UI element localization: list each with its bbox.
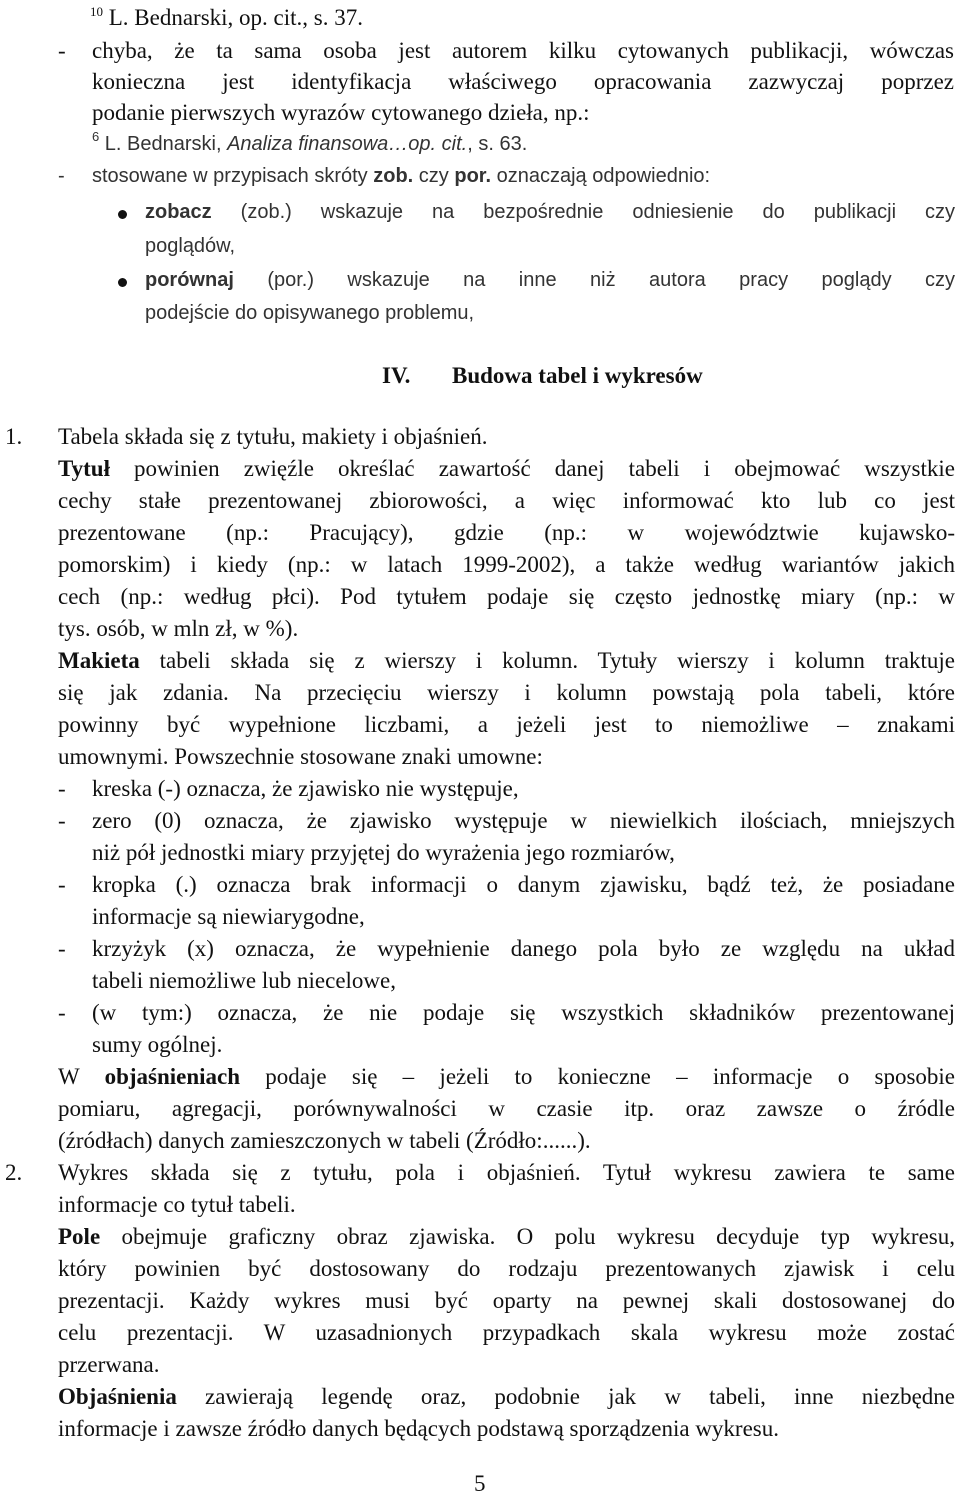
makieta-line-2: się jak zdania. Na przecięciu wierszy i kolumn powstają pola tabeli, które	[58, 680, 955, 705]
paragraph-text: W	[58, 1064, 105, 1089]
sign-zero-line-1: zero (0) oznacza, że zjawisko występuje w niewielkich ilościach, mniejszych	[92, 808, 955, 833]
list-dash: -	[58, 1000, 66, 1025]
makieta-line-4: umownymi. Powszechnie stosowane znaki umowne:	[58, 744, 543, 769]
list-dash: -	[58, 776, 66, 801]
objasnienia-wykres-line-1	[58, 1381, 955, 1413]
footnote-10	[90, 2, 363, 34]
makieta-line-3: powinny być wypełnione liczbami, a jeżeli jest to niemożliwe – znakami	[58, 712, 955, 737]
section-number: IV.	[382, 363, 411, 388]
term-tytul: Tytuł	[58, 456, 110, 481]
paragraph-text: obejmuje graficzny obraz zjawiska. O polu wykresu decyduje typ wykresu,	[100, 1224, 955, 1249]
list-dash: -	[58, 165, 65, 187]
paragraph-text: zawierają legendę oraz, podobnie jak w tabeli, inne niezbędne	[176, 1384, 955, 1409]
objasnienia-line-2: pomiaru, agregacji, porównywalności w czasie itp. oraz zawsze o źródle	[58, 1096, 955, 1121]
bullet-text: (zob.) wskazuje na bezpośrednie odniesienie do publikacji czy	[211, 201, 955, 223]
sign-krzyzyk-line-1: krzyżyk (x) oznacza, że wypełnienie danego pola było ze względu na układ	[92, 936, 955, 961]
bullet-icon	[118, 278, 127, 287]
cite-line-2: konieczna jest identyfikacja właściwego opracowania zazwyczaj poprzez	[92, 69, 954, 94]
bullet-zobacz-line-1	[145, 196, 955, 228]
term-porownaj: porównaj	[145, 269, 234, 291]
list-dash: -	[58, 936, 66, 961]
item-1-number: 1.	[5, 424, 23, 449]
page-number: 5	[474, 1471, 486, 1496]
example-author: L. Bednarski,	[99, 133, 228, 155]
item-2-heading-line-1: Wykres składa się z tytułu, pola i objaśnień. Tytuł wykresu zawiera te same	[58, 1160, 955, 1185]
abbrev-text: oznaczają odpowiednio:	[491, 165, 711, 187]
paragraph-text: powinien zwięźle określać zawartość danej tabeli i obejmować wszystkie	[109, 456, 955, 481]
sign-zero-line-2: niż pół jednostki miary przyjętej do wyrażenia jego rozmiarów,	[92, 840, 675, 865]
paragraph-text: tabeli składa się z wierszy i kolumn. Tytuły wierszy i kolumn traktuje	[139, 648, 955, 673]
abbrev-text: czy	[413, 165, 455, 187]
abbrev-zob: zob.	[373, 165, 414, 187]
bullet-porownaj-line-2: podejście do opisywanego problemu,	[145, 302, 475, 324]
objasnienia-line-1	[58, 1061, 955, 1093]
cite-line-1: chyba, że ta sama osoba jest autorem kilku cytowanych publikacji, wówczas	[92, 38, 954, 63]
makieta-line-1	[58, 645, 955, 677]
list-dash: -	[58, 872, 66, 897]
bullet-zobacz-line-2: poglądów,	[145, 235, 236, 257]
sign-wtym-line-1: (w tym:) oznacza, że nie podaje się wszystkich składników prezentowanej	[92, 1000, 955, 1025]
footnote-number: 10	[90, 4, 103, 19]
abbrev-por: por.	[454, 165, 492, 187]
list-dash: -	[58, 808, 66, 833]
pole-line-3: prezentacji. Każdy wykres musi być oparty na pewnej skali dostosowanej do	[58, 1288, 955, 1313]
abbrev-text: stosowane w przypisach skróty	[92, 165, 374, 187]
sign-kropka-line-2: informacje są niewiarygodne,	[92, 904, 365, 929]
list-dash: -	[58, 38, 66, 63]
pole-line-5: przerwana.	[58, 1352, 160, 1377]
tytul-line-1	[58, 453, 955, 485]
sign-kropka-line-1: kropka (.) oznacza brak informacji o danym zjawisku, bądź też, że posiadane	[92, 872, 955, 897]
cite-line-3: podanie pierwszych wyrazów cytowanego dzieła, np.:	[92, 100, 590, 125]
objasnienia-line-3: (źródłach) danych zamieszczonych w tabeli (Źródło:......).	[58, 1128, 591, 1153]
section-title: Budowa tabel i wykresów	[452, 363, 703, 388]
item-2-heading-line-2: informacje co tytuł tabeli.	[58, 1192, 296, 1217]
paragraph-text: podaje się – jeżeli to konieczne – informacje o sposobie	[240, 1064, 955, 1089]
item-1-heading: Tabela składa się z tytułu, makiety i objaśnień.	[58, 424, 488, 449]
term-makieta: Makieta	[58, 648, 140, 673]
term-pole: Pole	[58, 1224, 101, 1249]
term-zobacz: zobacz	[145, 201, 212, 223]
term-objasnienia: Objaśnienia	[58, 1384, 177, 1409]
sign-krzyzyk-line-2: tabeli niemożliwe lub niecelowe,	[92, 968, 396, 993]
sign-kreska: kreska (-) oznacza, że zjawisko nie występuje,	[92, 776, 519, 801]
bullet-icon	[118, 210, 127, 219]
sign-wtym-line-2: sumy ogólnej.	[92, 1032, 223, 1057]
objasnienia-wykres-line-2: informacje i zawsze źródło danych będących podstawą sporządzenia wykresu.	[58, 1416, 779, 1441]
tytul-line-4: pomorskim) i kiedy (np.: w latach 1999-2002), a także według wariantów jakich	[58, 552, 955, 577]
tytul-line-3: prezentowane (np.: Pracujący), gdzie (np.: w województwie kujawsko-	[58, 520, 955, 545]
footnote-text: L. Bednarski, op. cit., s. 37.	[103, 5, 363, 30]
bullet-porownaj-line-1	[145, 264, 955, 296]
example-title: Analiza finansowa…op. cit.	[227, 133, 468, 155]
bullet-text: (por.) wskazuje na inne niż autora pracy poglądy czy	[233, 269, 955, 291]
example-page: , s. 63.	[467, 133, 528, 155]
cite-example	[92, 128, 527, 160]
pole-line-2: który powinien być dostosowany do rodzaju prezentowanych zjawisk i celu	[58, 1256, 955, 1281]
item-2-number: 2.	[5, 1160, 23, 1185]
abbrev-intro	[92, 160, 710, 192]
pole-line-4: celu prezentacji. W uzasadnionych przypadkach skala wykresu może zostać	[58, 1320, 955, 1345]
tytul-line-6: tys. osób, w mln zł, w %).	[58, 616, 299, 641]
pole-line-1	[58, 1221, 955, 1253]
term-objasnieniach: objaśnieniach	[104, 1064, 241, 1089]
tytul-line-5: cech (np.: według płci). Pod tytułem podaje się często jednostkę miary (np.: w	[58, 584, 955, 609]
tytul-line-2: cechy stałe prezentowanej zbiorowości, a więc informować kto lub co jest	[58, 488, 955, 513]
example-footnote-number: 6	[92, 129, 100, 144]
